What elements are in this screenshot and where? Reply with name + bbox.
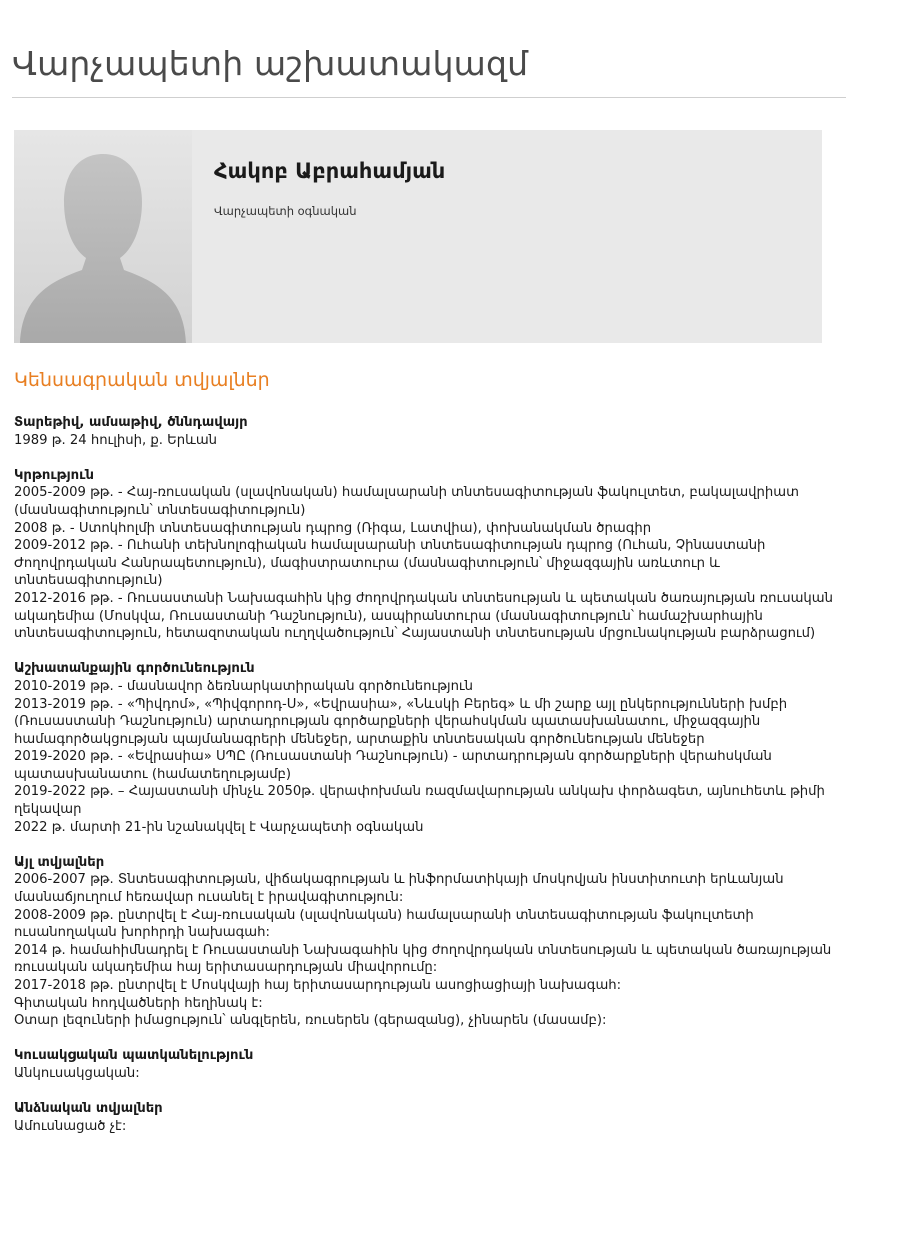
bio-line: Անկուսակցական: xyxy=(14,1065,140,1081)
bio-label-work: Աշխատանքային գործունեություն xyxy=(14,661,255,677)
profile-role: Վարչապետի օգնական xyxy=(214,204,357,218)
biography-content xyxy=(14,414,854,1135)
bio-line: Ամուսնացած չէ: xyxy=(14,1118,127,1134)
person-silhouette-icon xyxy=(14,130,192,343)
bio-line: 2012-2016 թթ. - Ռուսաստանի Նախագահին կից ժողովրդական տնտեսության և պետական ծառայության ռուսական ակադեմիա (Մոսկվա, Ռուսաստանի Դաշնություն), ասպիրանտուրա (մասնագիտություն՝ համաշխարհային տնտեսագիտություն, հետազոտական ուղղվածություն՝ Հայաստանի տնտեսության մրցունակության բարձրացում) xyxy=(14,590,833,642)
profile-name: Հակոբ Աբրահամյան xyxy=(214,159,446,183)
bio-line: 2009-2012 թթ. - Ուհանի տեխնոլոգիական համալսարանի տնտեսագիտության դպրոց (Ուհան, Չինաստանի Ժողովրդական Հանրապետություն), մագիստրատուրա (մասնագիտություն՝ միջազգային առևտուր և տնտեսագիտություն) xyxy=(14,538,766,589)
bio-line: 2022 թ. մարտի 21-ին նշանակվել է Վարչապետի օգնական xyxy=(14,819,424,835)
bio-line: 2005-2009 թթ. - Հայ-ռուսական (սլավոնական) համալսարանի տնտեսագիտության ֆակուլտետ, բակալավրիատ (մասնագիտություն՝ տնտեսագիտություն) xyxy=(14,485,799,518)
bio-line: Օտար լեզուների իմացություն՝ անգլերեն, ռուսերեն (գերազանց), չինարեն (մասամբ): xyxy=(14,1013,607,1029)
bio-line: 2019-2020 թթ. - «Եվրասիա» ՍՊԸ (Ռուսաստանի Դաշնություն) - արտադրության գործարքների վերահսկման պատասխանատու (համատեղությամբ) xyxy=(14,749,772,782)
bio-label-education: Կրթություն xyxy=(14,467,94,483)
bio-block-other xyxy=(14,854,854,1030)
bio-label-other: Այլ տվյալներ xyxy=(14,854,105,870)
bio-label-party: Կուսակցական պատկանելություն xyxy=(14,1048,254,1064)
bio-line: 2013-2019 թթ. - «Պիվդոմ», «Պիվգորոդ-Ս», «Եվրասիա», «Նևսկի Բերեգ» և մի շարք այլ ընկերությունների խմբի (Ռուսաստանի Դաշնություն) արտադրության գործարքների վերահսկման պատասխանատու, միջազգային համագործակցության պայմանագրերի մենեջեր, արտաքին տնտեսական գործունեության մենեջեր xyxy=(14,696,788,747)
bio-label-birth: Տարեթիվ, ամսաթիվ, ծննդավայր xyxy=(14,415,248,430)
bio-label-personal: Անձնական տվյալներ xyxy=(14,1101,163,1117)
bio-block-party xyxy=(14,1047,854,1082)
bio-line: 1989 թ. 24 հուլիսի, ք. Երևան xyxy=(14,432,218,448)
section-heading-biography: Կենսագրական տվյալներ xyxy=(14,369,270,391)
bio-block-birth xyxy=(14,414,854,449)
bio-line: 2010-2019 թթ. - մասնավոր ձեռնարկատիրական գործունեություն xyxy=(14,678,474,694)
profile-card xyxy=(14,130,822,343)
bio-block-personal xyxy=(14,1100,854,1135)
bio-line: 2014 թ. համահիմնադրել է Ռուսաստանի Նախագահին կից ժողովրդական տնտեսության և պետական ծառայության ռուսական ակադեմիա հայ երիտասարդության միավորումը: xyxy=(14,942,832,976)
bio-line: 2019-2022 թթ. – Հայաստանի մինչև 2050թ. վերափոխման ռազմավարության անկախ փորձագետ, այնուհետև թիմի ղեկավար xyxy=(14,784,825,818)
bio-line: 2008-2009 թթ. ընտրվել է Հայ-ռուսական (սլավոնական) համալսարանի տնտեսագիտության ֆակուլտետի ուսանողական խորհրդի նախագահ: xyxy=(14,907,754,941)
bio-block-work xyxy=(14,660,854,836)
page-title: Վարչապետի աշխատակազմ xyxy=(12,44,529,83)
bio-line: 2006-2007 թթ. Տնտեսագիտության, վիճակագրության և ինֆորմատիկայի մոսկովյան ինստիտուտի երևանյան մասնաճյուղում հեռավար ուսանել է իրավագիտություն: xyxy=(14,872,784,906)
bio-line: Գիտական հոդվածների հեղինակ է: xyxy=(14,995,263,1011)
bio-line: 2008 թ. - Ստոկհոլմի տնտեսագիտության դպրոց (Ռիգա, Լատվիա), փոխանակման ծրագիր xyxy=(14,520,652,536)
bio-block-education xyxy=(14,467,854,643)
title-divider xyxy=(12,97,846,98)
bio-line: 2017-2018 թթ. ընտրվել է Մոսկվայի հայ երիտասարդության ասոցիացիայի նախագահ: xyxy=(14,978,622,993)
